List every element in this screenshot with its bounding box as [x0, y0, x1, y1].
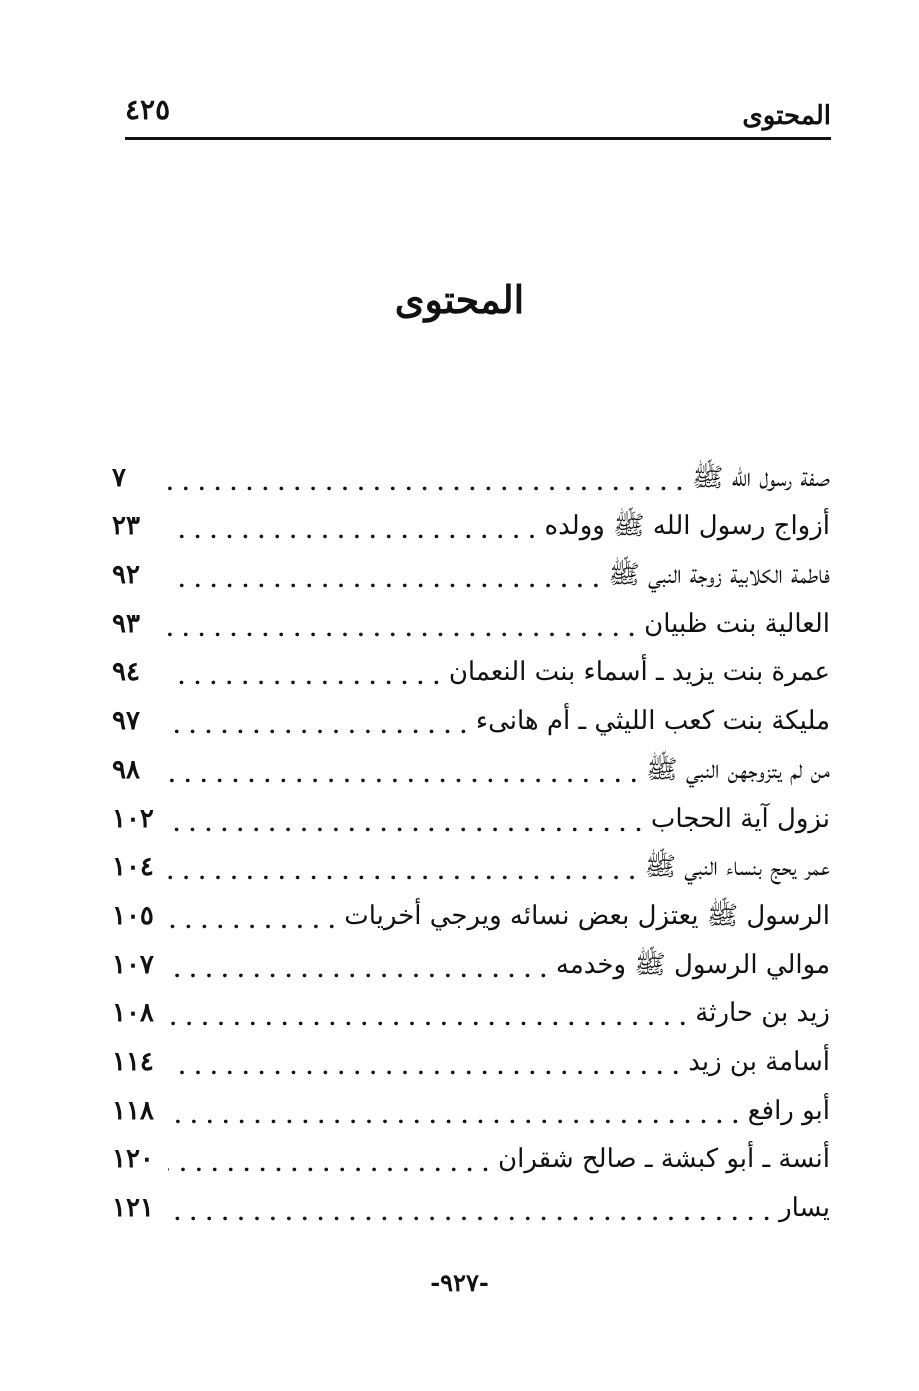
toc-leader-dots — [168, 1189, 771, 1227]
toc-leader-dots — [168, 994, 687, 1032]
toc-row — [112, 594, 830, 643]
toc-leader-dots — [168, 605, 636, 643]
toc-row — [112, 1178, 830, 1227]
running-header-title: المحتوى — [742, 101, 831, 131]
header-rule — [125, 137, 831, 140]
toc-entry-title: صفة رسول الله ﷺ — [691, 462, 830, 493]
toc-entry-page: ٩٣ — [112, 608, 140, 639]
toc-row — [112, 643, 830, 692]
toc-row — [112, 1130, 830, 1179]
toc-leader-dots — [168, 800, 643, 838]
toc-row — [112, 545, 830, 594]
toc-entry-page: ١٢٠ — [112, 1144, 154, 1175]
running-header-page-number: ٤٢٥ — [125, 93, 171, 126]
table-of-contents — [112, 448, 830, 1227]
page-folio: -٩٢٧- — [430, 1268, 489, 1297]
toc-entry-page: ١٠٢ — [112, 803, 154, 834]
toc-entry-page: ١٠٤ — [112, 852, 154, 883]
toc-leader-dots — [168, 751, 638, 789]
toc-row — [112, 789, 830, 838]
toc-row — [112, 448, 830, 497]
toc-entry-page: ١٠٨ — [112, 998, 154, 1029]
toc-entry-title: أنسة ـ أبو كبشة ـ صالح شقران — [498, 1144, 830, 1175]
toc-entry-title: عمرة بنت يزيد ـ أسماء بنت النعمان — [448, 657, 830, 688]
toc-entry-title: مليكة بنت كعب الليثي ـ أم هانىء — [475, 706, 830, 737]
running-header — [125, 92, 831, 136]
toc-leader-dots — [168, 946, 548, 984]
toc-row — [112, 935, 830, 984]
toc-entry-title: نزول آية الحجاب — [650, 803, 830, 834]
toc-entry-title: زيد بن حارثة — [695, 998, 830, 1029]
toc-entry-page: ٩٨ — [112, 754, 140, 785]
toc-row — [112, 886, 830, 935]
toc-entry-page: ٢٣ — [112, 511, 140, 542]
toc-leader-dots — [168, 653, 441, 691]
toc-entry-page: ١١٨ — [112, 1095, 154, 1126]
toc-entry-page: ١٠٧ — [112, 949, 154, 980]
toc-entry-page: ١٠٥ — [112, 900, 154, 931]
toc-entry-page: ٧ — [112, 462, 126, 493]
toc-entry-title: أسامة بن زيد — [688, 1046, 830, 1077]
toc-row — [112, 691, 830, 740]
toc-leader-dots — [168, 702, 468, 740]
toc-leader-dots — [168, 459, 684, 497]
toc-row — [112, 497, 830, 546]
toc-entry-page: ٩٧ — [112, 706, 140, 737]
toc-entry-title: أزواج رسول الله ﷺ وولده — [544, 511, 830, 542]
page-title: المحتوى — [394, 277, 525, 322]
toc-entry-page: ١٢١ — [112, 1193, 154, 1223]
toc-row — [112, 1081, 830, 1130]
toc-leader-dots — [168, 556, 600, 594]
toc-entry-page: ١١٤ — [112, 1046, 154, 1077]
toc-leader-dots — [168, 848, 637, 886]
toc-entry-page: ٩٢ — [112, 560, 140, 591]
toc-row — [112, 740, 830, 789]
toc-entry-title: يسار — [779, 1193, 830, 1223]
toc-entry-title: فاطمة الكلابية زوجة النبي ﷺ — [608, 560, 830, 591]
toc-leader-dots — [168, 1043, 680, 1081]
toc-leader-dots — [168, 1092, 740, 1130]
toc-entry-title: عمر يحج بنساء النبي ﷺ — [644, 852, 830, 883]
toc-entry-title: العالية بنت ظبيان — [644, 608, 830, 639]
toc-leader-dots — [168, 897, 336, 935]
toc-row — [112, 984, 830, 1033]
toc-entry-title: أبو رافع — [747, 1095, 830, 1126]
toc-row — [112, 838, 830, 887]
toc-entry-title: من لم يتزوجهن النبي ﷺ — [646, 754, 830, 785]
toc-row — [112, 1032, 830, 1081]
toc-entry-page: ٩٤ — [112, 657, 140, 688]
toc-entry-title: الرسول ﷺ يعتزل بعض نسائه ويرجي أخريات — [344, 900, 830, 931]
toc-leader-dots — [168, 1140, 490, 1178]
toc-leader-dots — [168, 507, 537, 545]
toc-entry-title: موالي الرسول ﷺ وخدمه — [555, 949, 830, 980]
